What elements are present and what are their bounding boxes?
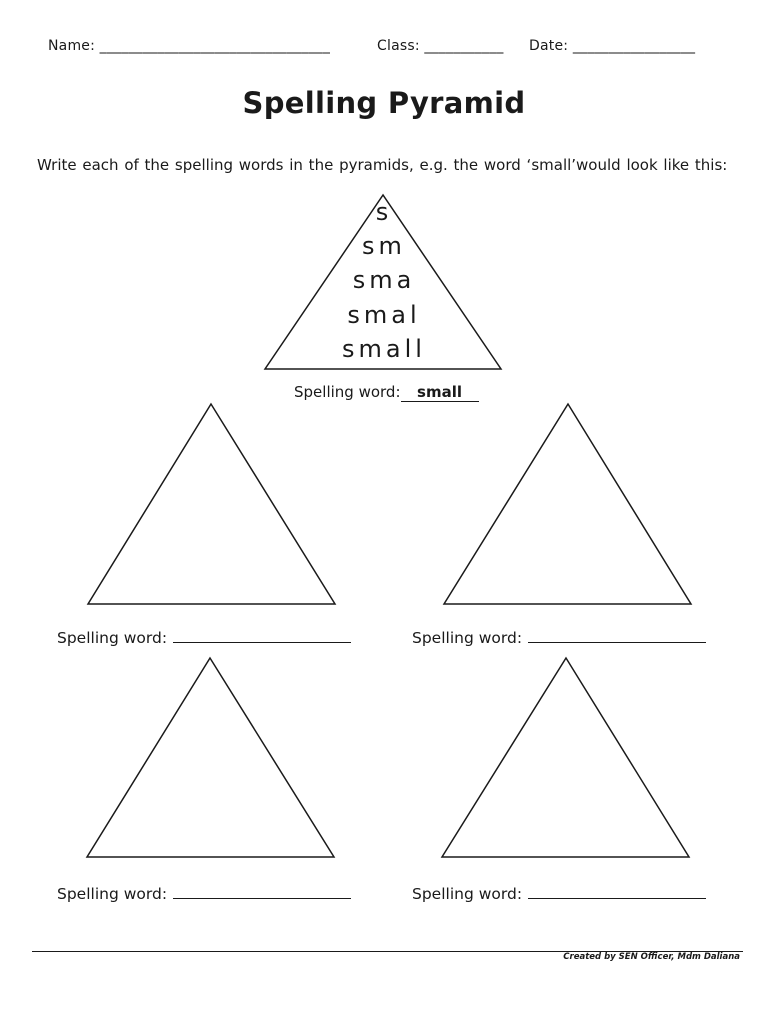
spelling-word-blank[interactable] [173, 628, 351, 643]
example-pyramid-line-4: smal [347, 301, 421, 329]
example-pyramid-line-3: sma [352, 266, 416, 294]
name-field[interactable]: Name: ________________________________ [48, 38, 331, 54]
instructions-text: Write each of the spelling words in the pyramids, e.g. the word ‘small’would look like this: [37, 156, 728, 174]
spelling-word-field-1[interactable] [57, 628, 351, 647]
pyramid-triangle-4 [442, 658, 689, 857]
page-title: Spelling Pyramid [242, 86, 526, 120]
example-pyramid-line-1: s [375, 198, 393, 226]
spelling-word-label: Spelling word: [412, 629, 523, 647]
footer-credit: Created by SEN Officer, Mdm Daliana [563, 952, 740, 962]
spelling-word-blank[interactable] [528, 884, 706, 899]
spelling-word-field-4[interactable] [412, 884, 706, 903]
spelling-word-blank[interactable] [528, 628, 706, 643]
example-pyramid-line-2: sm [362, 232, 406, 260]
pyramid-triangle-2 [444, 404, 691, 604]
example-spelling-value: small [401, 384, 479, 402]
spelling-word-label: Spelling word: [57, 629, 168, 647]
pyramid-triangle-3 [87, 658, 334, 857]
example-spelling-label: Spelling word: [294, 383, 401, 401]
class-field[interactable]: Class: ___________ [377, 38, 504, 54]
example-spelling-word [294, 383, 479, 402]
spelling-word-label: Spelling word: [412, 885, 523, 903]
pyramid-triangle-1 [88, 404, 335, 604]
example-pyramid-line-5: small [342, 335, 426, 363]
date-field[interactable]: Date: _________________ [529, 38, 696, 54]
spelling-word-label: Spelling word: [57, 885, 168, 903]
spelling-word-field-2[interactable] [412, 628, 706, 647]
spelling-word-blank[interactable] [173, 884, 351, 899]
spelling-word-field-3[interactable] [57, 884, 351, 903]
